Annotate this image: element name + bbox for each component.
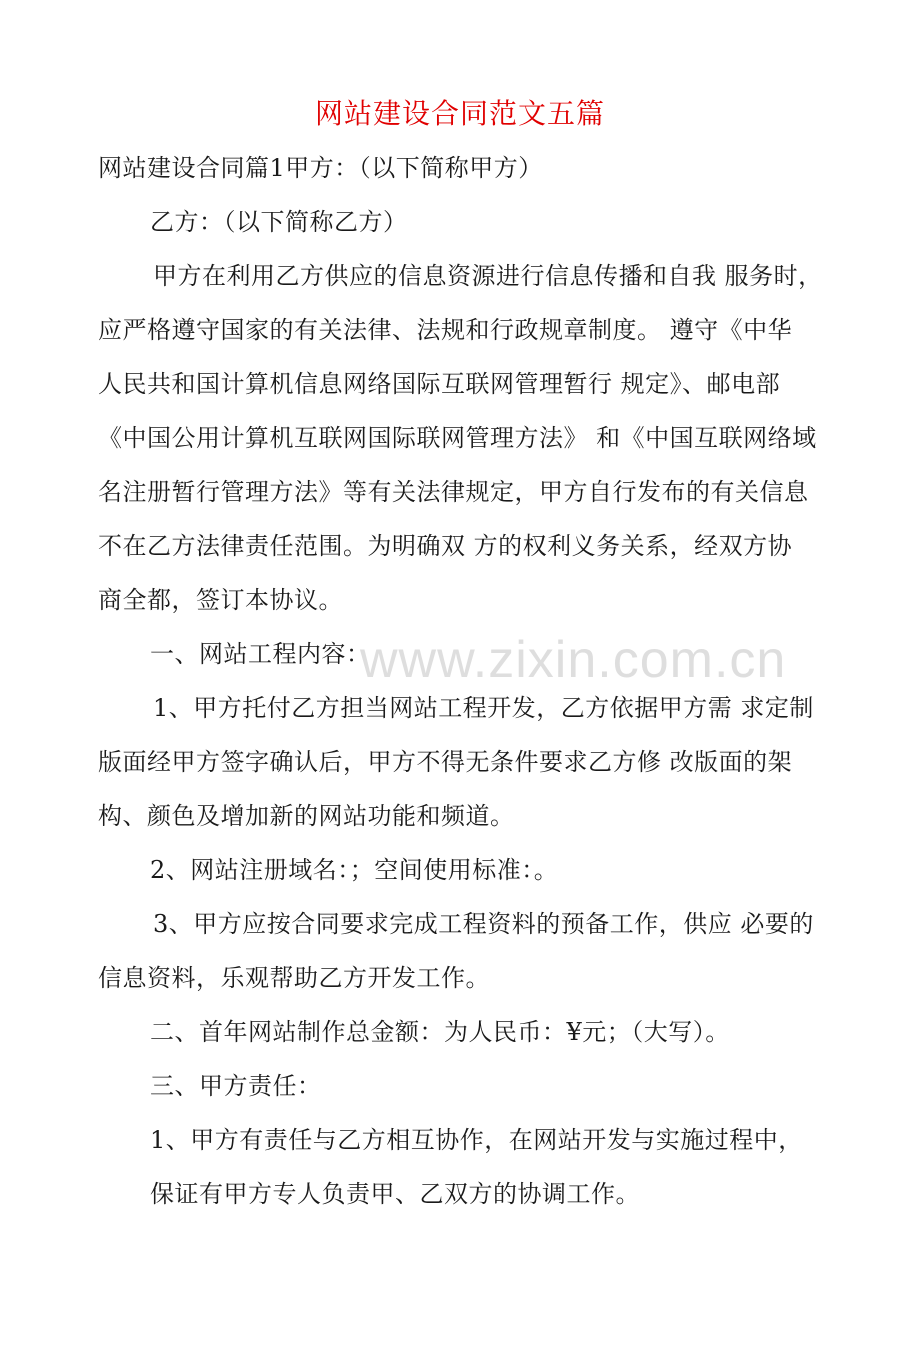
paragraph-line: 1、甲方托付乙方担当网站工程开发，乙方依据甲方需 求定制 bbox=[153, 694, 814, 722]
paragraph-line: 版面经甲方签字确认后，甲方不得无条件要求乙方修 改版面的架 bbox=[98, 748, 793, 776]
paragraph-line: 信息资料，乐观帮助乙方开发工作。 bbox=[98, 964, 490, 992]
paragraph-line: 应严格遵守国家的有关法律、法规和行政规章制度。 遵守《中华 bbox=[98, 316, 793, 344]
paragraph-line: 乙方：（以下简称乙方） bbox=[150, 208, 408, 236]
paragraph-line: 2、网站注册域名：；空间使用标准：。 bbox=[150, 856, 559, 884]
section-heading: 一、网站工程内容： bbox=[150, 640, 371, 668]
document-title: 网站建设合同范文五篇 bbox=[314, 97, 605, 130]
paragraph-line: 《中国公用计算机互联网国际联网管理方法》 和《中国互联网络域 bbox=[98, 424, 817, 452]
watermark: www.zixin.com.cn bbox=[360, 631, 787, 689]
section-heading: 二、首年网站制作总金额：为人民币：¥元；（大写）。 bbox=[150, 1018, 730, 1046]
paragraph-line: 不在乙方法律责任范围。为明确双 方的权利义务关系，经双方协 bbox=[98, 532, 793, 560]
paragraph-line: 甲方在利用乙方供应的信息资源进行信息传播和自我 服务时， bbox=[153, 262, 823, 290]
section-heading: 三、甲方责任： bbox=[150, 1072, 322, 1100]
paragraph-line: 构、颜色及增加新的网站功能和频道。 bbox=[98, 802, 515, 830]
paragraph-line: 商全都，签订本协议。 bbox=[98, 586, 343, 614]
paragraph-line: 人民共和国计算机信息网络国际互联网管理暂行 规定》、邮电部 bbox=[98, 370, 781, 398]
paragraph-line: 名注册暂行管理方法》等有关法律规定，甲方自行发布的有关信息 bbox=[98, 478, 809, 506]
paragraph-line: 3、甲方应按合同要求完成工程资料的预备工作，供应 必要的 bbox=[153, 910, 814, 938]
paragraph-line: 保证有甲方专人负责甲、乙双方的协调工作。 bbox=[150, 1180, 640, 1208]
paragraph-line: 1、甲方有责任与乙方相互协作，在网站开发与实施过程中， bbox=[150, 1126, 803, 1154]
paragraph-line: 网站建设合同篇1甲方：（以下简称甲方） bbox=[98, 154, 543, 182]
